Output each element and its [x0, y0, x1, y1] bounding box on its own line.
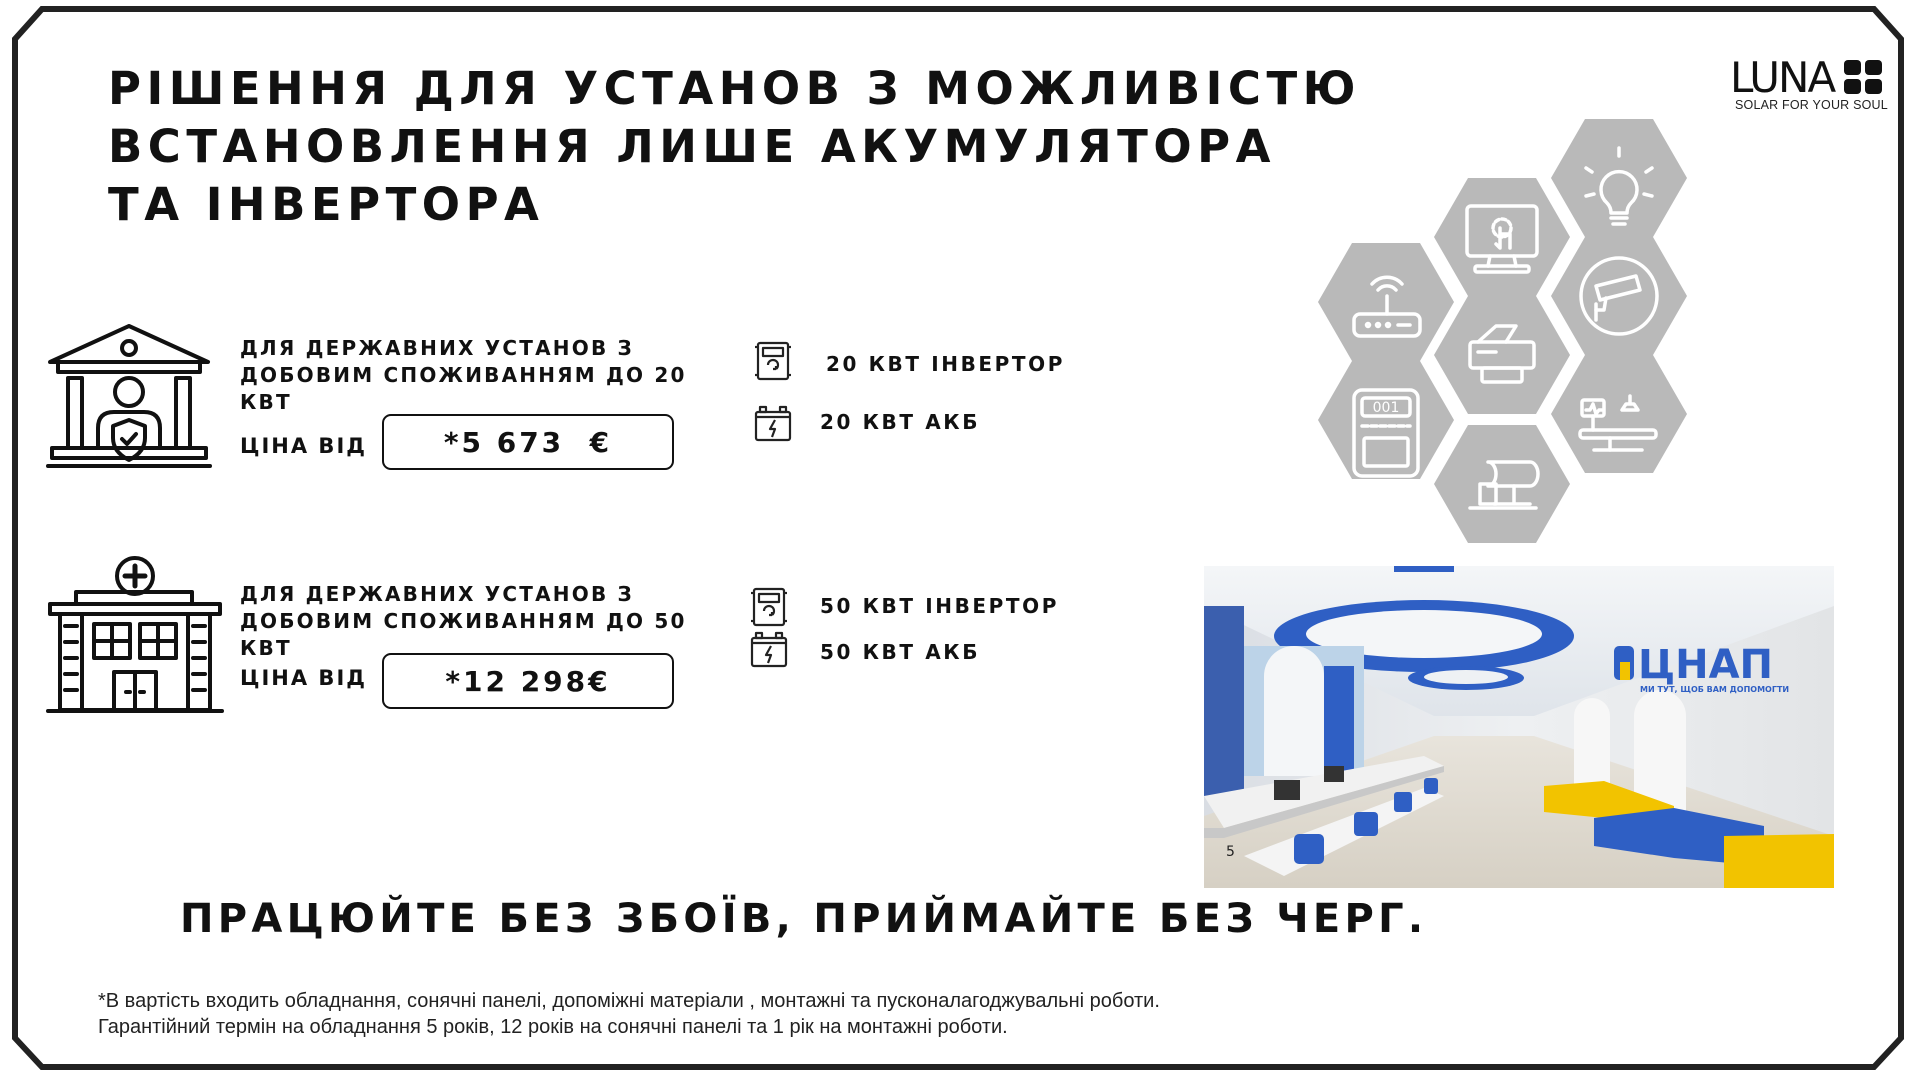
photo-sign-text: ЦНАП	[1638, 642, 1774, 688]
footnote-line: *В вартість входить обладнання, сонячні панелі, допоміжні матеріали , монтажні та пусконалагоджувальні роботи.	[98, 990, 1160, 1012]
footnote	[98, 988, 1160, 1040]
service-center-photo	[1204, 566, 1834, 888]
spec-battery: 20 КВТ АКБ	[820, 410, 981, 434]
device-hexagons	[1310, 110, 1690, 560]
footnote-line: Гарантійний термін на обладнання 5 років, 12 років на сонячні панелі та 1 рік на монтажні роботи.	[98, 1016, 1008, 1038]
title-line: ТА ІНВЕРТОРА	[108, 178, 545, 231]
government-building-icon	[46, 322, 212, 472]
offer-description-line: ДЛЯ ДЕРЖАВНИХ УСТАНОВ З	[240, 582, 634, 606]
photo-seat-number: 5	[1226, 844, 1235, 860]
title-line: ВСТАНОВЛЕННЯ ЛИШЕ АКУМУЛЯТОРА	[108, 120, 1276, 173]
offer-description	[240, 581, 687, 662]
offer-description-line: КВТ	[240, 636, 292, 660]
spec-inverter: 20 КВТ ІНВЕРТОР	[826, 352, 1066, 376]
page-title	[108, 60, 1361, 234]
inverter-icon	[748, 587, 790, 627]
price-label: ЦІНА ВІД	[240, 434, 367, 458]
title-line: РІШЕННЯ ДЛЯ УСТАНОВ З МОЖЛИВІСТЮ	[108, 62, 1361, 115]
offer-description-line: ДОБОВИМ СПОЖИВАННЯМ ДО 20	[240, 363, 687, 387]
price-label: ЦІНА ВІД	[240, 666, 367, 690]
offer-description-line: ДОБОВИМ СПОЖИВАННЯМ ДО 50	[240, 609, 687, 633]
logo-squares-icon	[1844, 60, 1884, 96]
slogan: ПРАЦЮЙТЕ БЕЗ ЗБОЇВ, ПРИЙМАЙТЕ БЕЗ ЧЕРГ.	[180, 896, 1428, 942]
inverter-icon	[752, 341, 794, 381]
spec-battery: 50 КВТ АКБ	[820, 640, 981, 664]
battery-icon	[748, 630, 790, 670]
photo-sign-subtext: МИ ТУТ, ЩОБ ВАМ ДОПОМОГТИ	[1640, 685, 1790, 694]
price-box: *12 298€	[382, 653, 674, 709]
logo-wordmark: LUNA	[1730, 53, 1835, 102]
price-box: *5 673 €	[382, 414, 674, 470]
svg-text:001: 001	[1372, 400, 1400, 416]
luna-logo	[1730, 53, 1890, 112]
offer-description-line: ДЛЯ ДЕРЖАВНИХ УСТАНОВ З	[240, 336, 634, 360]
hospital-icon	[46, 554, 224, 714]
offer-description-line: КВТ	[240, 390, 292, 414]
battery-icon	[752, 404, 794, 444]
logo-tagline: SOLAR FOR YOUR SOUL	[1735, 98, 1888, 112]
spec-inverter: 50 КВТ ІНВЕРТОР	[820, 594, 1060, 618]
offer-description	[240, 335, 687, 416]
